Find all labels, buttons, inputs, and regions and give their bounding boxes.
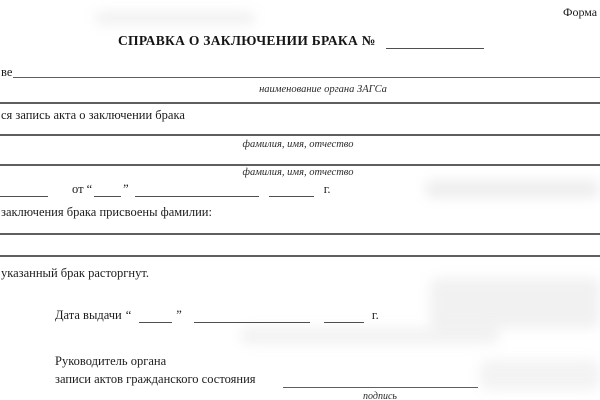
registry-prefix-fragment: ве	[1, 65, 13, 79]
close-quote: ”	[123, 182, 129, 196]
paper-artifact	[430, 278, 600, 328]
field-rule	[0, 255, 600, 257]
divorce-statement-fragment: указанный брак расторгнут.	[1, 266, 149, 280]
paper-artifact	[480, 360, 600, 390]
from-label: от	[72, 182, 84, 196]
document-title-row	[118, 33, 484, 49]
document-title: СПРАВКА О ЗАКЛЮЧЕНИИ БРАКА №	[118, 33, 376, 48]
paper-artifact	[240, 328, 500, 344]
signature-blank	[283, 387, 478, 388]
issue-date-label: Дата выдачи	[55, 308, 122, 322]
issue-month-blank	[194, 319, 310, 323]
year-suffix: г.	[323, 182, 331, 196]
open-quote: “	[125, 308, 132, 322]
issue-date-row	[55, 307, 379, 323]
year-suffix: г.	[371, 308, 379, 322]
month-blank	[135, 193, 259, 197]
open-quote: “	[86, 182, 93, 196]
record-number-blank	[0, 193, 48, 197]
form-number-label: Форма	[563, 5, 598, 19]
paper-artifact	[95, 12, 255, 24]
paper-artifact	[425, 180, 600, 198]
certificate-number-blank	[386, 45, 484, 49]
registry-name-blank	[13, 77, 600, 78]
spouse1-name-caption: фамилия, имя, отчество	[242, 139, 354, 150]
year-blank	[269, 193, 314, 197]
registry-name-caption: наименование органа ЗАГСа	[259, 84, 387, 95]
field-rule	[0, 233, 600, 235]
official-title-line2: записи актов гражданского состояния	[55, 372, 256, 386]
issue-year-blank	[324, 319, 364, 323]
record-statement-fragment: ся запись акта о заключении брака	[1, 108, 185, 122]
record-date-row	[0, 181, 331, 197]
field-rule	[0, 134, 600, 136]
issue-day-blank	[139, 319, 172, 323]
field-rule	[0, 102, 600, 104]
close-quote: ”	[176, 308, 182, 322]
signature-caption: подпись	[363, 391, 397, 400]
official-title-line1: Руководитель органа	[55, 354, 167, 368]
spouse2-name-caption: фамилия, имя, отчество	[242, 167, 354, 178]
field-rule	[0, 164, 600, 166]
surnames-statement-fragment: заключения брака присвоены фамилии:	[1, 205, 212, 219]
day-blank	[94, 193, 121, 197]
